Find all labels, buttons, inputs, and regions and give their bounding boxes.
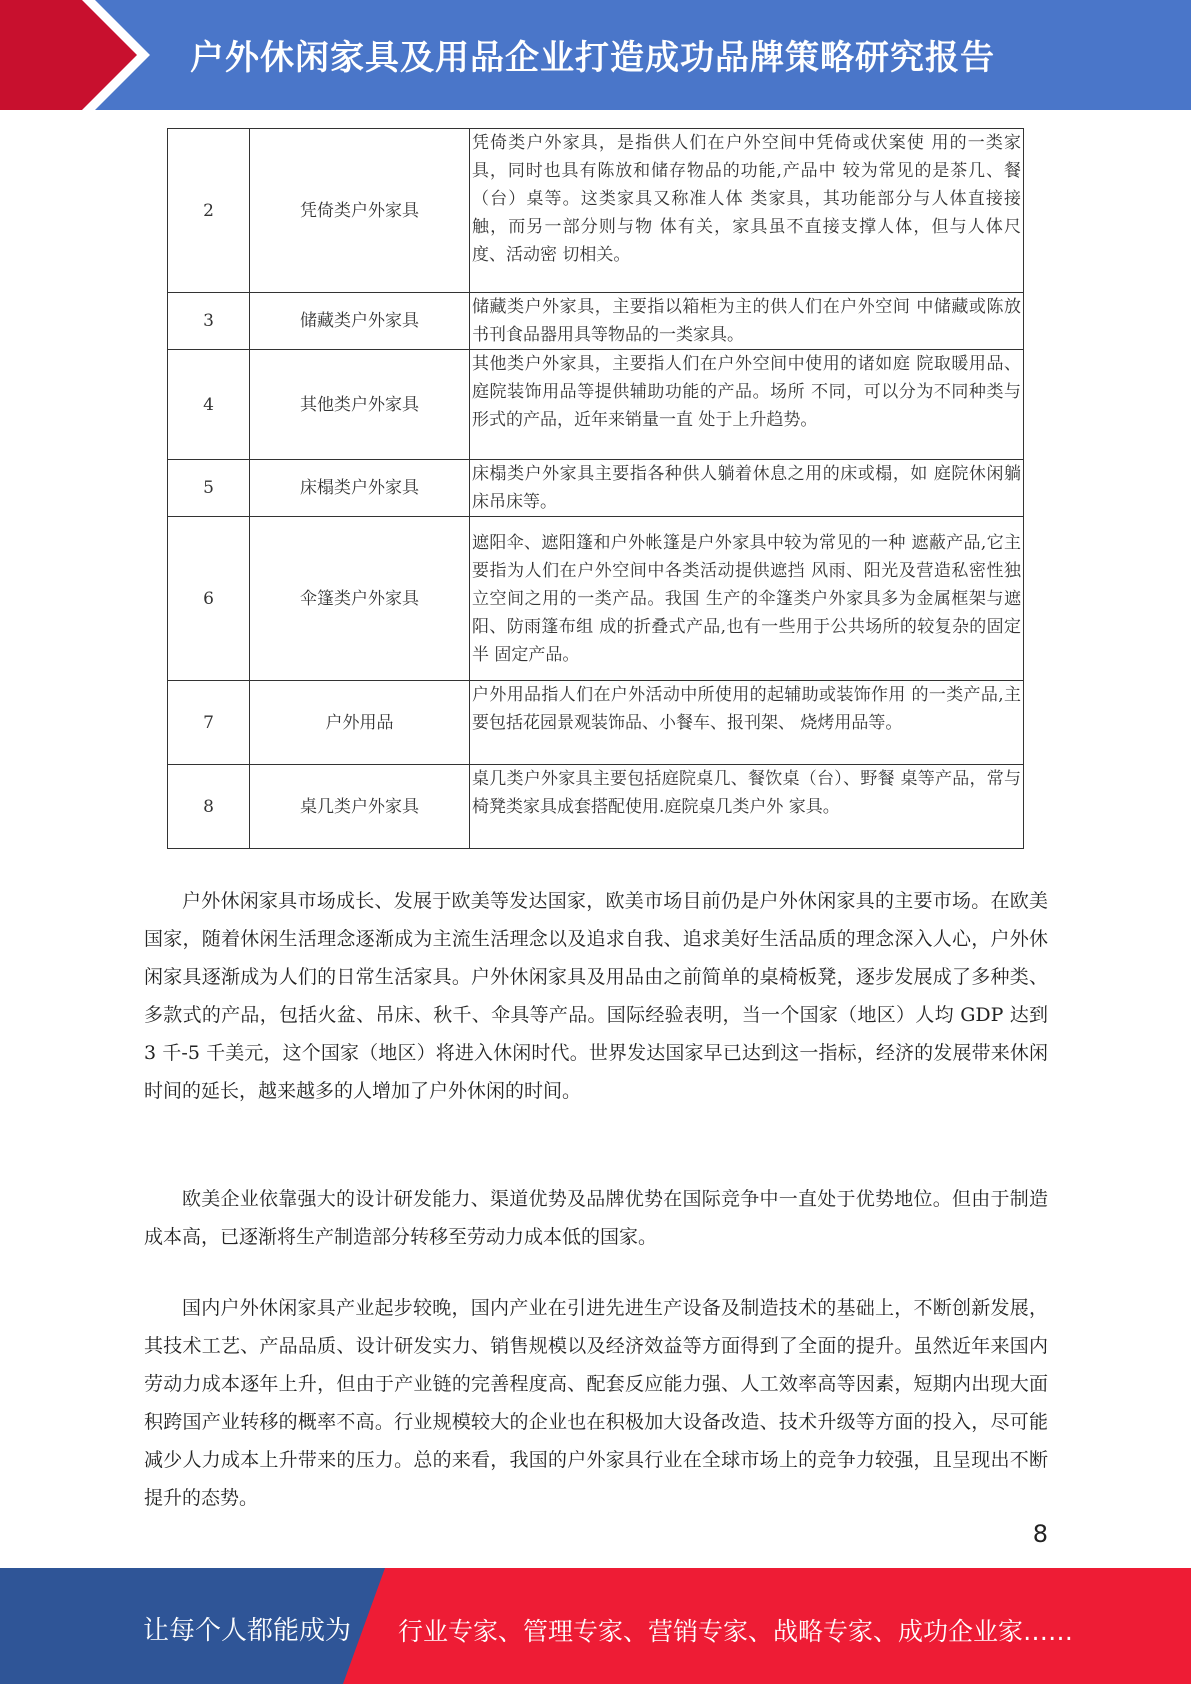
category-description: 户外用品指人们在户外活动中所使用的起辅助或装饰作用 的一类产品,主要包括花园景观装饰品、小餐车、报刊架、 烧烤用品等。 [470,681,1024,765]
category-name: 床榻类户外家具 [250,460,470,517]
category-name: 其他类户外家具 [250,350,470,460]
table-row [168,460,1024,517]
row-number: 8 [168,765,250,849]
header-red-arrow [0,0,150,110]
table-row [168,765,1024,849]
page-footer [0,1568,1191,1684]
row-number: 3 [168,293,250,350]
category-name: 伞篷类户外家具 [250,517,470,681]
table-row [168,517,1024,681]
report-title: 户外休闲家具及用品企业打造成功品牌策略研究报告 [190,38,995,78]
footer-slogan-roles: 行业专家、管理专家、营销专家、战略专家、成功企业家…… [398,1617,1074,1646]
body-paragraph: 国内户外休闲家具产业起步较晚，国内产业在引进先进生产设备及制造技术的基础上，不断创新发展，其技术工艺、产品品质、设计研发实力、销售规模以及经济效益等方面得到了全面的提升。虽然近年来国内劳动力成本逐年上升，但由于产业链的完善程度高、配套反应能力强、人工效率高等因素，短期内出现大面积跨国产业转移的概率不高。行业规模较大的企业也在积极加大设备改造、技术升级等方面的投入，尽可能减少人力成本上升带来的压力。总的来看，我国的户外家具行业在全球市场上的竞争力较强，且呈现出不断提升的态势。 [144,1297,1048,1509]
table-row [168,293,1024,350]
furniture-category-table [167,128,1024,849]
category-name: 储藏类户外家具 [250,293,470,350]
body-paragraph: 欧美企业依靠强大的设计研发能力、渠道优势及品牌优势在国际竞争中一直处于优势地位。但由于制造成本高，已逐渐将生产制造部分转移至劳动力成本低的国家。 [144,1188,1048,1248]
page-header [0,0,1191,110]
category-description: 其他类户外家具，主要指人们在户外空间中使用的诸如庭 院取暖用品、庭院装饰用品等提供辅助功能的产品。场所 不同，可以分为不同种类与形式的产品，近年来销量一直 处于上升趋势。 [470,350,1024,460]
table-row [168,129,1024,293]
footer-slogan-lead: 让每个人都能成为 [143,1616,352,1646]
row-number: 4 [168,350,250,460]
row-number: 5 [168,460,250,517]
page-number: 8 [1032,1520,1048,1548]
category-description: 遮阳伞、遮阳篷和户外帐篷是户外家具中较为常见的一种 遮蔽产品,它主要指为人们在户外空间中各类活动提供遮挡 风雨、阳光及营造私密性独立空间之用的一类产品。我国 生产的伞篷类户外家具多为金属框架与遮阳、防雨篷布组 成的折叠式产品,也有一些用于公共场所的较复杂的固定半 固定产品。 [470,517,1024,681]
row-number: 6 [168,517,250,681]
row-number: 2 [168,129,250,293]
category-description: 桌几类户外家具主要包括庭院桌几、餐饮桌（台）、野餐 桌等产品，常与椅凳类家具成套搭配使用.庭院桌几类户外 家具。 [470,765,1024,849]
row-number: 7 [168,681,250,765]
category-name: 桌几类户外家具 [250,765,470,849]
body-paragraph: 户外休闲家具市场成长、发展于欧美等发达国家，欧美市场目前仍是户外休闲家具的主要市场。在欧美国家，随着休闲生活理念逐渐成为主流生活理念以及追求自我、追求美好生活品质的理念深入人心，户外休闲家具逐渐成为人们的日常生活家具。户外休闲家具及用品由之前简单的桌椅板凳，逐步发展成了多种类、多款式的产品，包括火盆、吊床、秋千、伞具等产品。国际经验表明，当一个国家（地区）人均 GDP 达到 3 千-5 千美元，这个国家（地区）将进入休闲时代。世界发达国家早已达到这一指标，经济的发展带来休闲时间的延长，越来越多的人增加了户外休闲的时间。 [144,890,1048,1102]
category-description: 床榻类户外家具主要指各种供人躺着休息之用的床或榻，如 庭院休闲躺床吊床等。 [470,460,1024,517]
table-row [168,681,1024,765]
category-description: 凭倚类户外家具，是指供人们在户外空间中凭倚或伏案使 用的一类家具，同时也具有陈放和储存物品的功能,产品中 较为常见的是茶几、餐（台）桌等。这类家具又称准人体 类家具，其功能部分与人体直接接触，而另一部分则与物 体有关，家具虽不直接支撑人体，但与人体尺度、活动密 切相关。 [470,129,1024,293]
table-row [168,350,1024,460]
category-name: 凭倚类户外家具 [250,129,470,293]
category-name: 户外用品 [250,681,470,765]
category-description: 储藏类户外家具，主要指以箱柜为主的供人们在户外空间 中储藏或陈放书刊食品器用具等物品的一类家具。 [470,293,1024,350]
